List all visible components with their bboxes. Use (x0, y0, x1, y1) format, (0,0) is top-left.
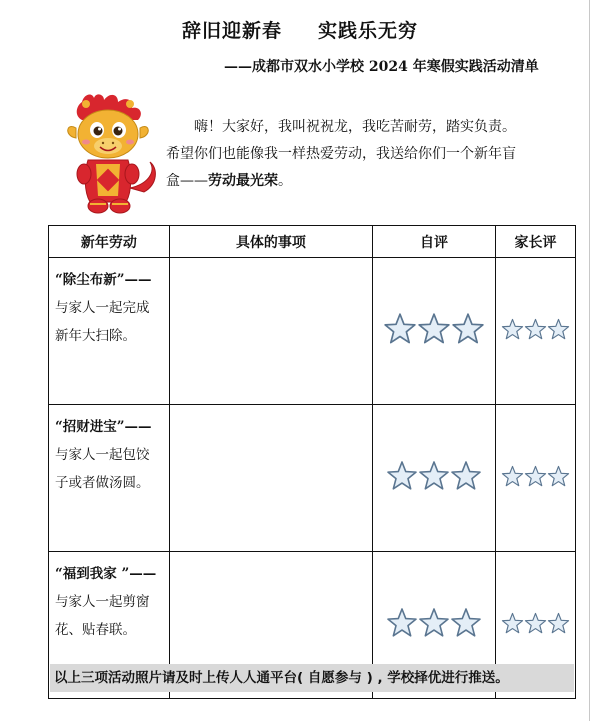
task-name: “福到我家 ”—— (55, 566, 157, 582)
task-desc-line: 子或者做汤圆。 (55, 475, 150, 491)
task-name: “招财进宝”—— (55, 419, 152, 435)
table-row (49, 258, 576, 405)
star-icon[interactable] (386, 460, 418, 492)
details-input-cell[interactable] (169, 405, 372, 552)
star-icon[interactable] (501, 612, 524, 635)
header-self-eval: 自评 (373, 226, 496, 258)
self-rating-stars[interactable] (383, 312, 485, 346)
parent-rating-stars[interactable] (501, 465, 570, 488)
star-icon[interactable] (547, 465, 570, 488)
star-icon[interactable] (386, 607, 418, 639)
page-title (0, 16, 600, 43)
task-name: “除尘布新”—— (55, 272, 152, 288)
star-icon[interactable] (501, 318, 524, 341)
intro-line-3: 盒——劳动最光荣。 (166, 173, 292, 189)
star-icon[interactable] (451, 312, 485, 346)
intro-line-2: 希望你们也能像我一样热爱劳动，我送给你们一个新年盲 (166, 146, 516, 162)
parent-eval-cell (496, 405, 576, 552)
details-input-cell[interactable] (169, 258, 372, 405)
task-desc-line: 花、贴春联。 (55, 622, 136, 638)
star-icon[interactable] (450, 460, 482, 492)
star-icon[interactable] (524, 318, 547, 341)
task-desc-line: 新年大扫除。 (55, 328, 136, 344)
self-rating-stars[interactable] (386, 607, 482, 639)
footer-notice: 以上三项活动照片请及时上传人人通平台( 自愿参与 ) , 学校择优进行推送。 (50, 664, 574, 692)
task-desc-line: 与家人一起剪窗 (55, 594, 150, 610)
dragon-mascot-icon (60, 92, 160, 222)
star-icon[interactable] (383, 312, 417, 346)
title-right: 实践乐无穷 (318, 20, 419, 42)
intro-highlight: 劳动最光荣 (208, 173, 278, 189)
star-icon[interactable] (450, 607, 482, 639)
star-icon[interactable] (501, 465, 524, 488)
star-icon[interactable] (524, 612, 547, 635)
task-desc-line: 与家人一起完成 (55, 300, 150, 316)
parent-rating-stars[interactable] (501, 612, 570, 635)
self-rating-stars[interactable] (386, 460, 482, 492)
star-icon[interactable] (547, 318, 570, 341)
star-icon[interactable] (418, 607, 450, 639)
task-cell (49, 258, 170, 405)
star-icon[interactable] (547, 612, 570, 635)
task-cell (49, 405, 170, 552)
self-eval-cell (373, 258, 496, 405)
page-subtitle: ——成都市双水小学校 2024 年寒假实践活动清单 (224, 59, 539, 75)
table-header-row (49, 226, 576, 258)
task-desc-line: 与家人一起包饺 (55, 447, 150, 463)
self-eval-cell (373, 405, 496, 552)
star-icon[interactable] (524, 465, 547, 488)
header-labor: 新年劳动 (49, 226, 170, 258)
title-left: 辞旧迎新春 (181, 20, 282, 42)
parent-eval-cell (496, 258, 576, 405)
star-icon[interactable] (418, 460, 450, 492)
intro-line-1: 嗨！大家好，我叫祝祝龙，我吃苦耐劳，踏实负责。 (194, 119, 516, 135)
header-parent-eval: 家长评 (496, 226, 576, 258)
chores-table (48, 225, 576, 699)
parent-rating-stars[interactable] (501, 318, 570, 341)
intro-text (166, 114, 576, 195)
star-icon[interactable] (417, 312, 451, 346)
header-details: 具体的事项 (169, 226, 372, 258)
table-row (49, 405, 576, 552)
